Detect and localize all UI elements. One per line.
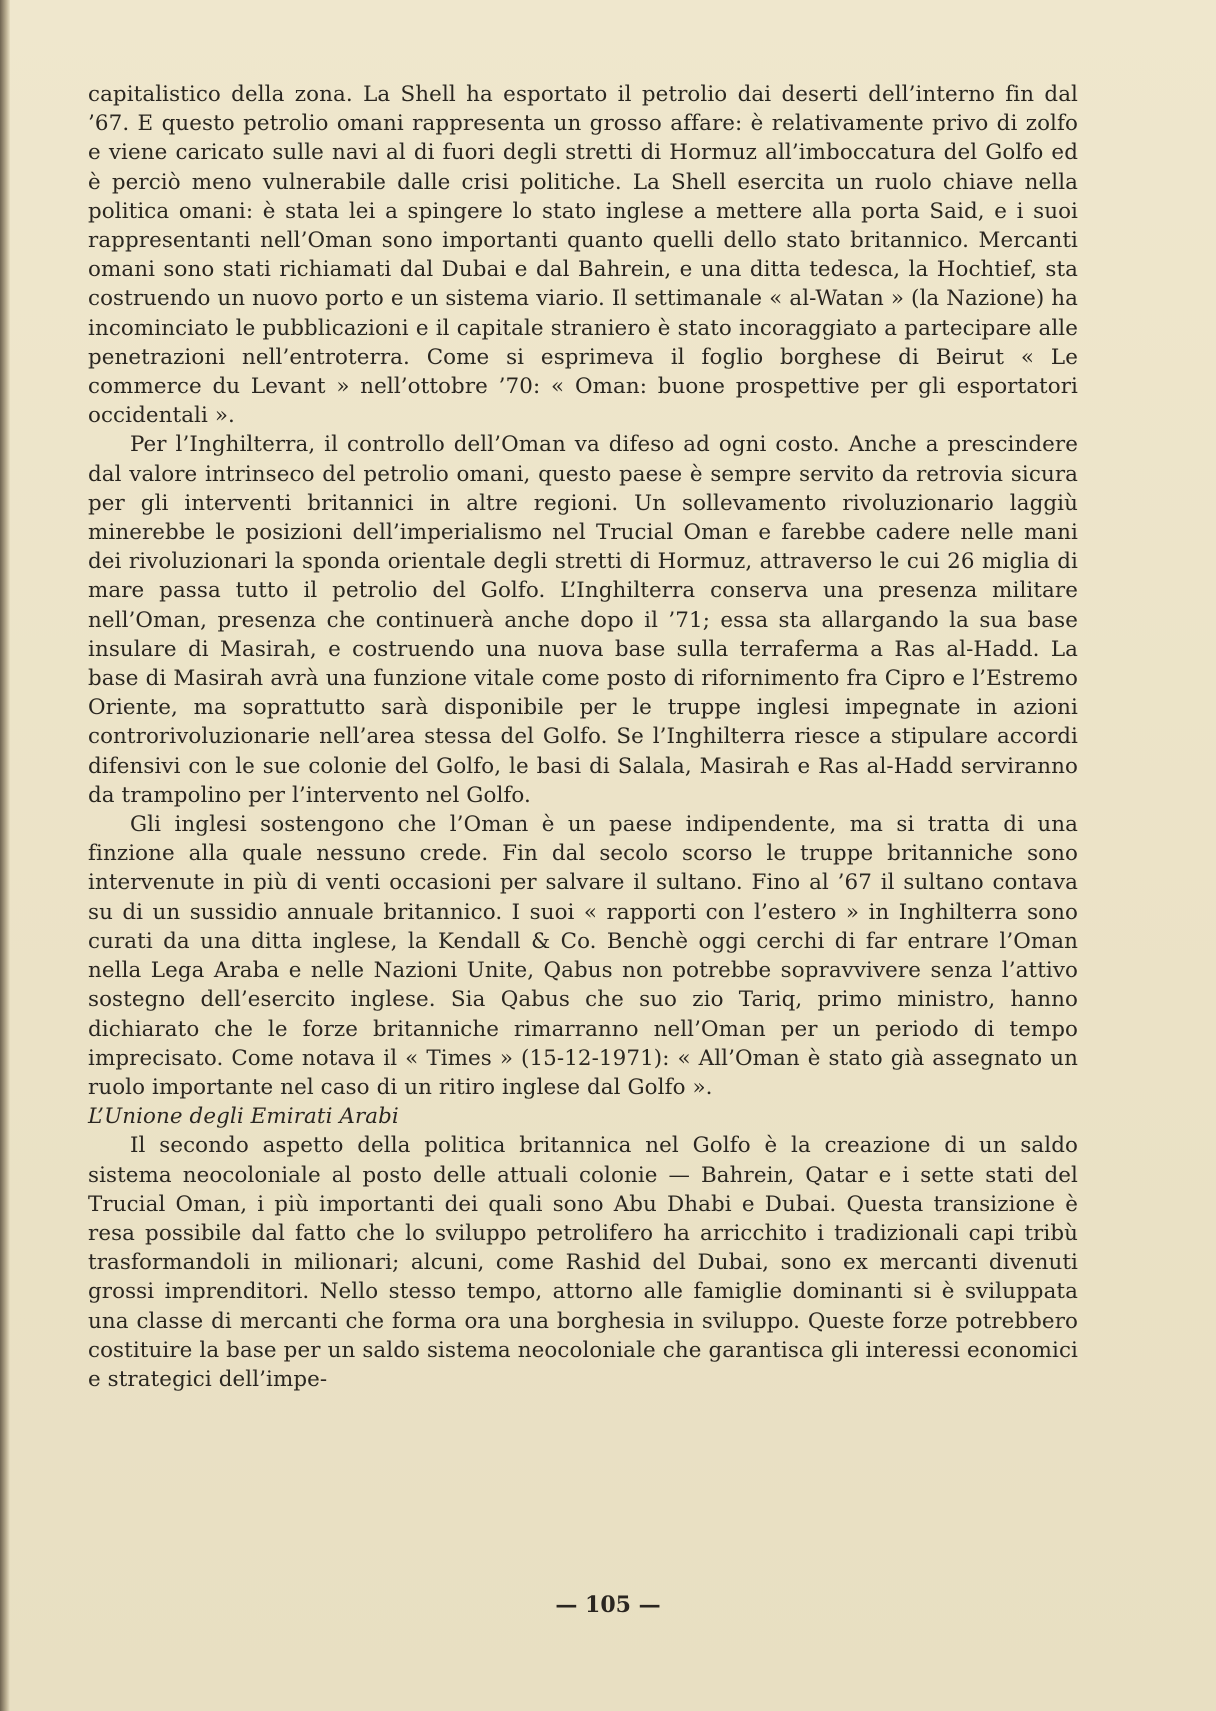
- section-heading: L’Unione degli Emirati Arabi: [88, 1104, 399, 1130]
- page-number: — 105 —: [555, 1592, 661, 1618]
- body-text: [88, 80, 1078, 1394]
- book-spine-shadow: [0, 0, 10, 1711]
- section-paragraph: Il secondo aspetto della politica britannica nel Golfo è la creazione di un saldo sistema neocoloniale al posto delle attuali colonie — Bahrein, Qatar e i sette stati del Trucial Oman, i più importanti dei quali sono Abu Dhabi e Dubai. Questa transizione è resa possibile dal fatto che lo sviluppo petrolifero ha arricchito i tradizionali capi tribù trasformandoli in milionari; alcuni, come Rashid del Dubai, sono ex mercanti divenuti grossi imprenditori. Nello stesso tempo, attorno alle famiglie dominanti si è sviluppata una classe di mercanti che forma ora una borghesia in sviluppo. Queste forze potrebbero costituire la base per un saldo sistema neocoloniale che garantisca gli interessi economici e strategici dell’impe-: [88, 1133, 1078, 1392]
- paragraph-1: capitalistico della zona. La Shell ha esportato il petrolio dai deserti dell’interno fin dal ’67. E questo petrolio omani rappresenta un grosso affare: è relativamente privo di zolfo e viene caricato sulle navi al di fuori degli stretti di Hormuz all’imboccatura del Golfo ed è perciò meno vulnerabile dalle crisi politiche. La Shell esercita un ruolo chiave nella politica omani: è stata lei a spingere lo stato inglese a mettere alla porta Said, e i suoi rappresentanti nell’Oman sono importanti quanto quelli dello stato britannico. Mercanti omani sono stati richiamati dal Dubai e dal Bahrein, e una ditta tedesca, la Hochtief, sta costruendo un nuovo porto e un sistema viario. Il settimanale « al-Watan » (la Nazione) ha incominciato le pubblicazioni e il capitale straniero è stato incoraggiato a partecipare alle penetrazioni nell’entroterra. Come si esprimeva il foglio borghese di Beirut « Le commerce du Levant » nell’ottobre ’70: « Oman: buone prospettive per gli esportatori occidentali ».: [88, 82, 1078, 429]
- paragraph-2: Per l’Inghilterra, il controllo dell’Oman va difeso ad ogni costo. Anche a prescindere dal valore intrinseco del petrolio omani, questo paese è sempre servito da retrovia sicura per gli interventi britannici in altre regioni. Un sollevamento rivoluzionario laggiù minerebbe le posizioni dell’imperialismo nel Trucial Oman e farebbe cadere nelle mani dei rivoluzionari la sponda orientale degli stretti di Hormuz, attraverso le cui 26 miglia di mare passa tutto il petrolio del Golfo. L’Inghilterra conserva una presenza militare nell’Oman, presenza che continuerà anche dopo il ’71; essa sta allargando la sua base insulare di Masirah, e costruendo una nuova base sulla terraferma a Ras al-Hadd. La base di Masirah avrà una funzione vitale come posto di rifornimento fra Cipro e l’Estremo Oriente, ma soprattutto sarà disponibile per le truppe inglesi impegnate in azioni controrivoluzionarie nell’area stessa del Golfo. Se l’Inghilterra riesce a stipulare accordi difensivi con le sue colonie del Golfo, le basi di Salala, Masirah e Ras al-Hadd serviranno da trampolino per l’intervento nel Golfo.: [88, 432, 1078, 808]
- paragraph-3: Gli inglesi sostengono che l’Oman è un paese indipendente, ma si tratta di una finzione alla quale nessuno crede. Fin dal secolo scorso le truppe britanniche sono intervenute in più di venti occasioni per salvare il sultano. Fino al ’67 il sultano contava su di un sussidio annuale britannico. I suoi « rapporti con l’estero » in Inghilterra sono curati da una ditta inglese, la Kendall & Co. Benchè oggi cerchi di far entrare l’Oman nella Lega Araba e nelle Nazioni Unite, Qabus non potrebbe sopravvivere senza l’attivo sostegno dell’esercito inglese. Sia Qabus che suo zio Tariq, primo ministro, hanno dichiarato che le forze britanniche rimarranno nell’Oman per un periodo di tempo imprecisato. Come notava il « Times » (15-12-1971): « All’Oman è stato già assegnato un ruolo importante nel caso di un ritiro inglese dal Golfo ».: [88, 812, 1078, 1100]
